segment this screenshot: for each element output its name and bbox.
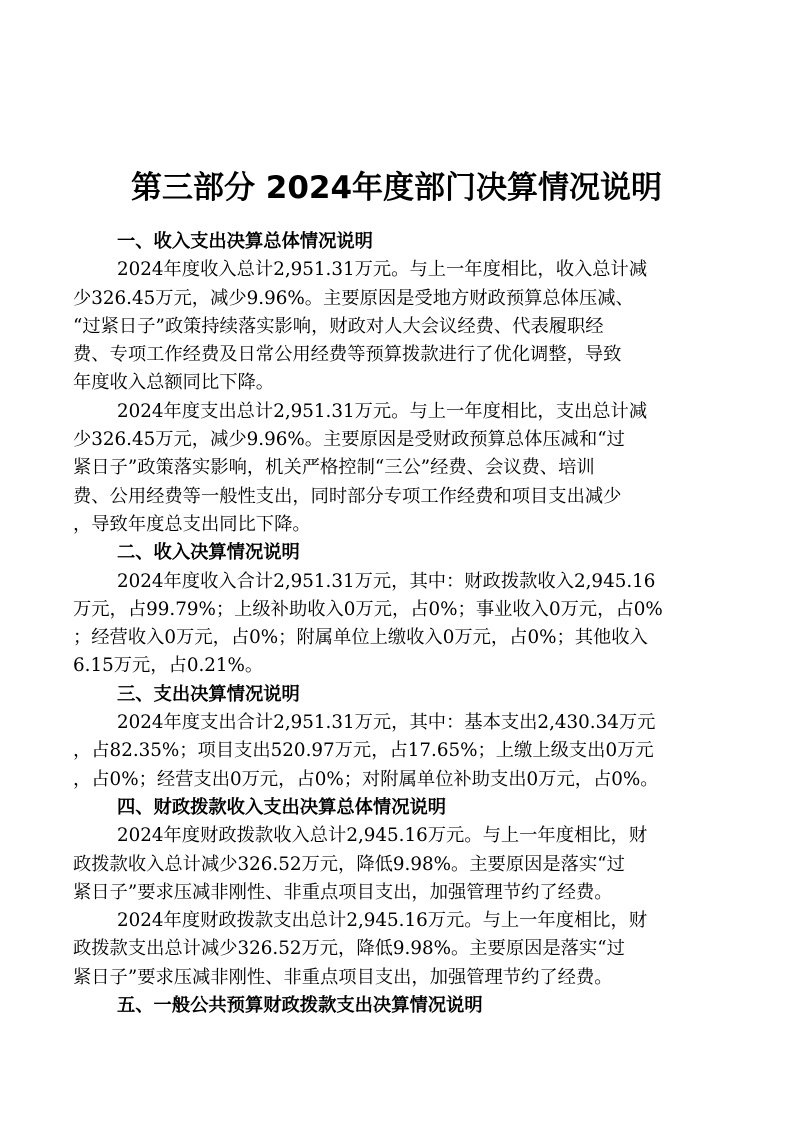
text-line: 紧日子”要求压减非刚性、非重点项目支出，加强管理节约了经费。 [73,966,613,988]
paragraph [73,568,713,681]
section-heading: 一、收入支出决算总体情况说明 [117,231,373,252]
text-line: ；经营收入0万元，占0%；附属单位上缴收入0万元，占0%；其他收入 [73,627,648,649]
text-line: 紧日子”要求压减非刚性、非重点项目支出，加强管理节约了经费。 [73,881,613,903]
text-line: 2024年度支出合计2,951.31万元，其中：基本支出2,430.34万元 [117,712,656,734]
section-heading: 四、财政拨款收入支出决算总体情况说明 [117,796,447,818]
text-line: 万元，占99.79%；上级补助收入0万元，占0%；事业收入0万元，占0% [73,598,663,620]
text-line: 6.15万元，占0.21%。 [73,655,264,677]
paragraph [73,907,713,992]
text-line: 政拨款支出总计减少326.52万元，降低9.98%。主要原因是落实“过 [73,938,625,960]
text-line: 紧日子”政策落实影响，机关严格控制“三公”经费、会议费、培训 [73,457,595,479]
paragraph [73,822,713,907]
section-heading: 五、一般公共预算财政拨款支出决算情况说明 [117,995,483,1017]
text-line: 费、专项工作经费及日常公用经费等预算拨款进行了优化调整，导致 [73,344,622,366]
text-line: ，占0%；经营支出0万元，占0%；对附属单位补助支出0万元，占0%。 [73,768,659,790]
text-line: 2024年度收入总计2,951.31万元。与上一年度相比，收入总计减 [117,259,648,281]
text-line: 2024年度支出总计2,951.31万元。与上一年度相比，支出总计减 [117,400,648,422]
page-title: 第三部分 2024年度部门决算情况说明 [130,170,663,206]
text-line: 少326.45万元，减少9.96%。主要原因是受财政预算总体压减和“过 [73,429,625,451]
text-line: 2024年度收入合计2,951.31万元，其中：财政拨款收入2,945.16 [117,570,656,592]
text-line: 年度收入总额同比下降。 [73,372,275,394]
text-line: 2024年度财政拨款支出总计2,945.16万元。与上一年度相比，财 [117,910,648,932]
text-line: “过紧日子”政策持续落实影响，财政对人大会议经费、代表履职经 [73,315,604,337]
section-heading: 二、收入决算情况说明 [117,542,300,564]
text-line: 政拨款收入总计减少326.52万元，降低9.98%。主要原因是落实“过 [73,853,625,875]
paragraph [73,398,713,539]
text-line: ，占82.35%；项目支出520.97万元，占17.65%；上缴上级支出0万元 [73,740,654,762]
section-heading: 三、支出决算情况说明 [117,683,300,705]
text-line: 费、公用经费等一般性支出，同时部分专项工作经费和项目支出减少 [73,485,622,507]
paragraph [73,256,713,397]
text-line: 2024年度财政拨款收入总计2,945.16万元。与上一年度相比，财 [117,825,648,847]
document-body [73,228,713,1020]
paragraph [73,709,713,794]
text-line: ，导致年度总支出同比下降。 [73,513,311,535]
text-line: 少326.45万元，减少9.96%。主要原因是受地方财政预算总体压减、 [73,287,634,309]
